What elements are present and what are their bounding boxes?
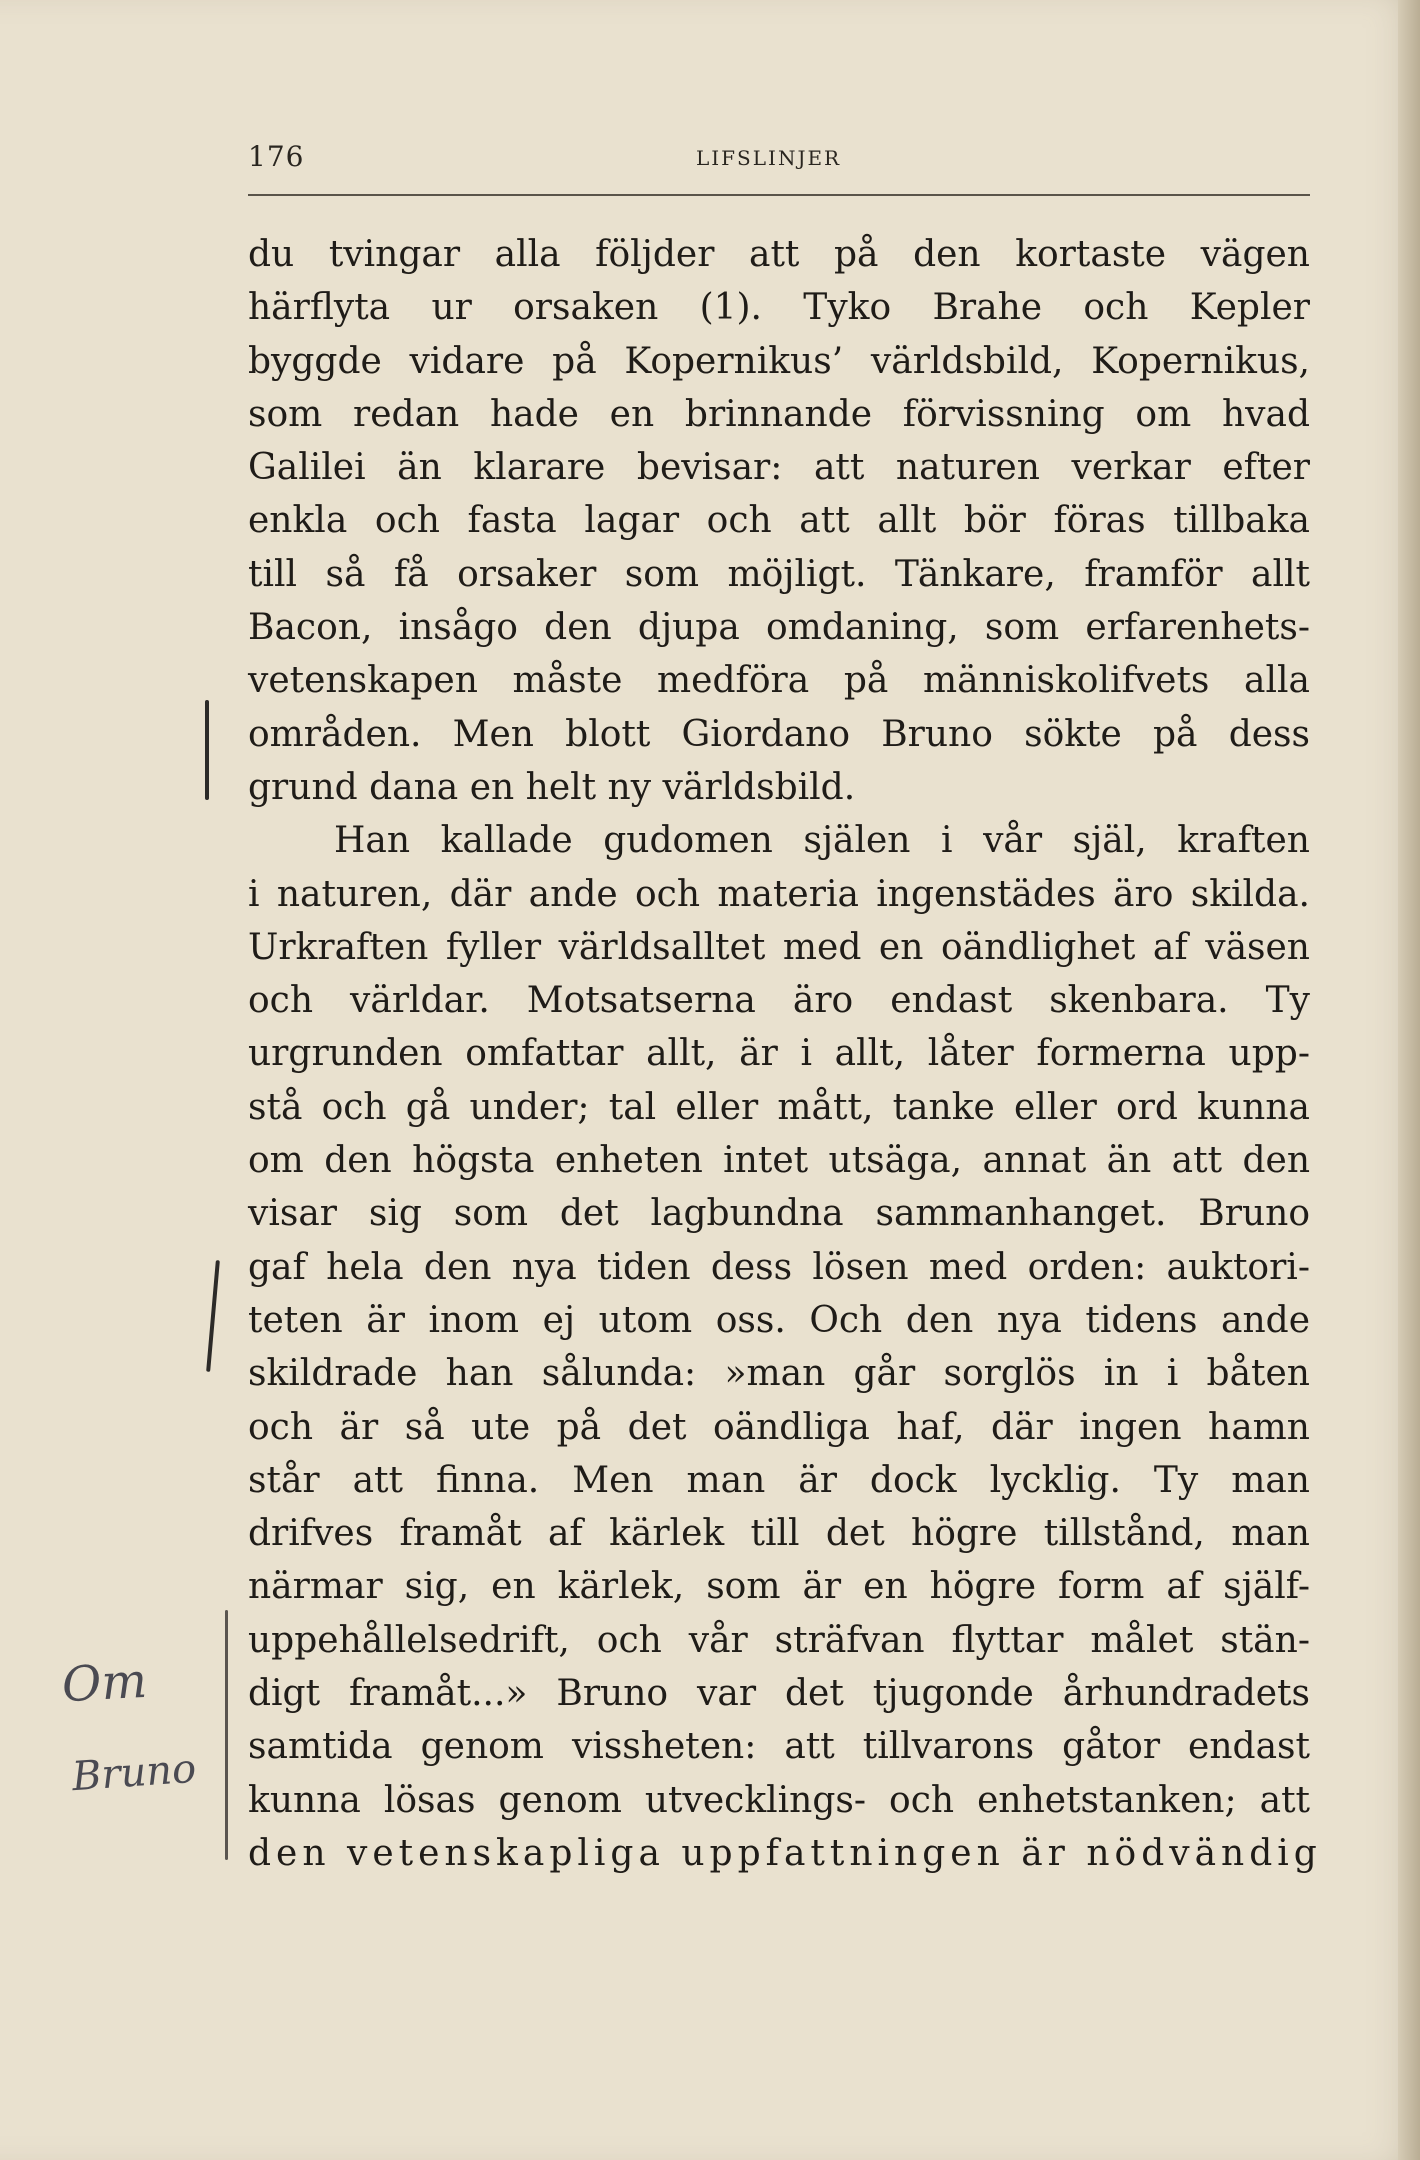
page-header (248, 140, 1310, 180)
body-text (248, 228, 1322, 1880)
margin-mark-1 (205, 700, 209, 800)
text-line: teten är inom ej utom oss. Och den nya tidens ande (248, 1299, 1310, 1341)
text-line: och världar. Motsatserna äro endast skenbara. Ty (248, 980, 1310, 1022)
text-line: som redan hade en brinnande förvissning om hvad (248, 393, 1310, 435)
margin-note-om: Om (60, 1652, 149, 1714)
text-line: Urkraften fyller världsalltet med en oändlighet af väsen (248, 926, 1310, 968)
text-line: närmar sig, en kärlek, som är en högre form af själf- (248, 1566, 1310, 1608)
page-edge-shadow (1398, 0, 1420, 2160)
text-line: kunna lösas genom utvecklings- och enhetstanken; att (248, 1779, 1310, 1821)
text-line: uppehållelsedrift, och vår sträfvan flyttar målet stän- (248, 1619, 1310, 1661)
text-line: urgrunden omfattar allt, är i allt, låter formerna upp- (248, 1033, 1310, 1075)
text-line: samtida genom vissheten: att tillvarons gåtor endast (248, 1726, 1310, 1768)
text-line: grund dana en helt ny världsbild. (248, 766, 856, 808)
text-line: står att finna. Men man är dock lycklig. Ty man (248, 1459, 1310, 1501)
text-line: Galilei än klarare bevisar: att naturen verkar efter (248, 447, 1310, 489)
margin-note-bruno: Bruno (70, 1745, 198, 1801)
text-line: Bacon, insågo den djupa omdaning, som erfarenhets- (248, 607, 1310, 649)
text-line: om den högsta enheten intet utsäga, annat än att den (248, 1140, 1310, 1182)
text-line: digt framåt...» Bruno var det tjugonde århundradets (248, 1673, 1310, 1715)
text-line: enkla och fasta lagar och att allt bör föras tillbaka (248, 500, 1310, 542)
text-line: den vetenskapliga uppfattningen är nödvändig (248, 1832, 1322, 1874)
text-line: visar sig som det lagbundna sammanhanget. Bruno (248, 1193, 1310, 1235)
text-line: till så få orsaker som möjligt. Tänkare, framför allt (248, 553, 1310, 595)
text-line: gaf hela den nya tiden dess lösen med orden: auktori- (248, 1246, 1310, 1288)
header-rule (248, 194, 1310, 196)
page-number: 176 (248, 140, 305, 173)
margin-mark-3 (225, 1610, 228, 1860)
text-line: du tvingar alla följder att på den kortaste vägen (248, 234, 1310, 275)
text-line: Han kallade gudomen själen i vår själ, kraften (334, 820, 1310, 862)
text-line: härflyta ur orsaken (1). Tyko Brahe och Kepler (248, 287, 1310, 329)
margin-mark-2 (206, 1260, 220, 1372)
text-line: områden. Men blott Giordano Bruno sökte på dess (248, 713, 1310, 755)
text-line: och är så ute på det oändliga haf, där ingen hamn (248, 1406, 1310, 1448)
text-line: byggde vidare på Kopernikus’ världsbild, Kopernikus, (248, 340, 1310, 382)
text-line: skildrade han sålunda: »man går sorglös in i båten (248, 1353, 1310, 1395)
running-title: LIFSLINJER (696, 146, 842, 170)
text-line: stå och gå under; tal eller mått, tanke eller ord kunna (248, 1086, 1310, 1128)
text-line: i naturen, där ande och materia ingenstädes äro skilda. (248, 873, 1310, 915)
text-line: drifves framåt af kärlek till det högre tillstånd, man (248, 1513, 1310, 1555)
text-line: vetenskapen måste medföra på människolifvets alla (248, 660, 1310, 702)
